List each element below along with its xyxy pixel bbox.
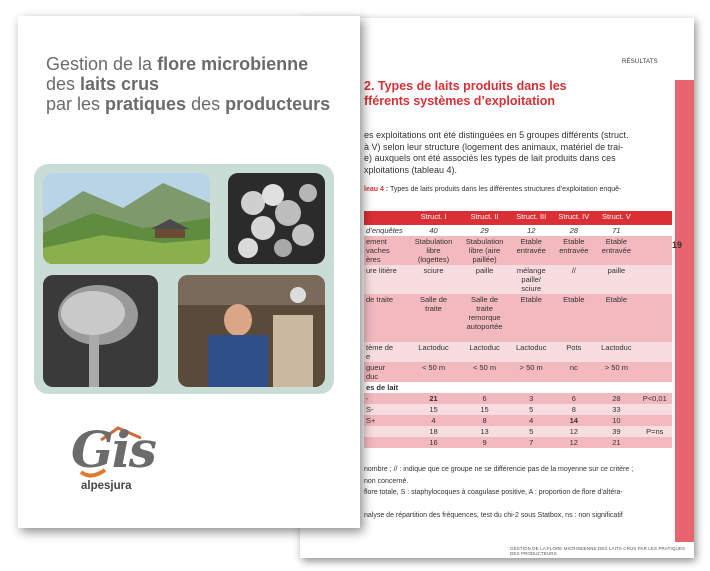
note-line: non concerné. [364,477,409,485]
table-cell [364,211,408,225]
table-row [364,225,672,236]
body-paragraph [364,130,664,176]
paragraph-line: xploitations (tableau 4). [364,164,458,175]
table-cell: 5 [510,426,552,437]
page-number: 19 [672,240,683,250]
table-cell: Salle de traite [408,294,459,342]
farmer-milking-photo [178,275,325,387]
table-cell: paille [595,265,637,294]
table-cell: S+ [364,415,408,426]
table-cell: Struct. I [408,211,459,225]
table-cell: 3 [510,393,552,404]
table-cell [638,362,672,382]
cover-title-text: Gestion de la [46,54,158,74]
table-cell: S- [364,404,408,415]
table-cell [638,342,672,362]
table-cell: Lactoduc [595,342,637,362]
cover-title-emphasis: flore microbienne [157,54,309,74]
table-cell [638,265,672,294]
table-cell: Etable entravée [510,236,552,265]
table-cell [638,437,672,448]
table-cell [638,211,672,225]
table-cell [638,225,672,236]
table-notes [364,464,684,521]
table-cell: 8 [459,415,510,426]
note-line: nalyse de répartition des fréquences, test du chi-2 sous Statbox, ns : non significatif [364,511,623,519]
cover-title-emphasis: pratiques [105,94,187,114]
table-cell: sciure [408,265,459,294]
cover-title-line [46,94,356,114]
section-heading-line: fférents systèmes d’exploitation [364,94,556,108]
table-row [364,265,672,294]
table-cell: 9 [459,437,510,448]
table-cell: Etable entravée [595,236,637,265]
table-cell: 4 [408,415,459,426]
table-cell: ure litière [364,265,408,294]
table-cell: Stabulation libre (aire paillée) [459,236,510,265]
table-cell: 71 [595,225,637,236]
paragraph-line: à V) selon leur structure (logement des animaux, matériel de trai- [364,141,624,152]
table-caption [364,186,684,193]
table-cell: 15 [459,404,510,415]
paragraph-line: es exploitations ont été distinguées en 5 groupes différents (struct. [364,130,629,140]
table-cell: Struct. III [510,211,552,225]
table-cell: ement vaches ères [364,236,408,265]
table-row [364,236,672,265]
table-cell: < 50 m [408,362,459,382]
section-heading [364,79,664,109]
table-cell: 21 [595,437,637,448]
table-cell [638,236,672,265]
table-cell: 7 [510,437,552,448]
note-line: nombre ; // : indique que ce groupe ne se différencie pas de la moyenne sur ce critère ; [364,466,634,473]
cover-title-text: par les [46,94,106,114]
alpine-pasture-farm-photo [43,173,210,264]
table-cell: - [364,393,408,404]
gis-alpesjura-logo [63,420,173,505]
table-cell: gueur duc [364,362,408,382]
table-row [364,437,672,448]
section-heading-line: 2. Types de laits produits dans les [364,79,567,93]
cover-title-emphasis: laits crus [80,74,160,94]
table-cell: > 50 m [510,362,552,382]
table-cell: 8 [552,404,595,415]
table-cell: tème de e [364,342,408,362]
table-cell: nc [552,362,595,382]
table-cell: 28 [595,393,637,404]
table-cell: 15 [408,404,459,415]
table-section-row [364,382,672,393]
table-cell: Lactoduc [408,342,459,362]
table-row [364,342,672,362]
table-caption-label: leau 4 : [364,186,389,193]
table-cell: 16 [408,437,459,448]
table-cell: 10 [595,415,637,426]
table-cell: 6 [552,393,595,404]
table-cell: 21 [408,393,459,404]
table-cell: 33 [595,404,637,415]
brochure-cover [18,16,360,528]
table-row [364,362,672,382]
bacteria-colony-micrograph [228,173,325,264]
cover-title-line [46,54,356,74]
table-cell: de traite [364,294,408,342]
table-cell [638,415,672,426]
table-cell: Etable [595,294,637,342]
table-cell: 18 [408,426,459,437]
table-cell: P=ns [638,426,672,437]
table-cell: 28 [552,225,595,236]
cover-title-text: des [46,74,81,94]
table-cell: 13 [459,426,510,437]
table-cell: 5 [510,404,552,415]
table-cell: Etable [510,294,552,342]
table-cell: 12 [510,225,552,236]
table-cell: 4 [510,415,552,426]
table-cell: Pots [552,342,595,362]
note-line [364,499,684,510]
cover-title [46,54,356,114]
note-line: flore totale, S : staphylocoques à coagulase positive, A : proportion de flore d’altéra- [364,489,623,496]
cover-title-emphasis: producteurs [225,94,331,114]
table-cell: // [552,265,595,294]
table-cell: > 50 m [595,362,637,382]
table-row [364,415,672,426]
table-row [364,393,672,404]
table-cell: paille [459,265,510,294]
table-cell: Struct. IV [552,211,595,225]
mold-spore-micrograph [43,275,158,387]
table-cell: 12 [552,437,595,448]
table-cell: Lactoduc [459,342,510,362]
table-cell: Struct. II [459,211,510,225]
table-cell: Etable entravée [552,236,595,265]
table-cell [364,437,408,448]
table-cell: es de lait [364,382,672,393]
table-cell: Struct. V [595,211,637,225]
table-cell: mélange paille/ sciure [510,265,552,294]
table-cell: 40 [408,225,459,236]
running-header: RÉSULTATS [622,59,658,65]
table-row [364,404,672,415]
table-cell: < 50 m [459,362,510,382]
table-header-row [364,211,672,225]
table-cell: 12 [552,426,595,437]
table-cell: 29 [459,225,510,236]
table-cell: d’enquêtes [364,225,408,236]
table-cell [364,426,408,437]
table-caption-text: Types de laits produits dans les différentes structures d’exploitation enquê- [388,186,622,193]
table-cell: Salle de traite remorque autoportée [459,294,510,342]
table-cell: Etable [552,294,595,342]
table-cell: Stabulation libre (logettes) [408,236,459,265]
cover-title-line [46,74,356,94]
page-footer: GESTION DE LA FLORE MICROBIENNE DES LAITS CRUS PAR LES PRATIQUES DES PRODUCTEURS [510,546,686,556]
cover-title-text: des [186,94,226,114]
table-cell: 14 [552,415,595,426]
table-row [364,426,672,437]
table-cell [638,404,672,415]
table-cell: P<0,01 [638,393,672,404]
table-cell: 39 [595,426,637,437]
table-row [364,294,672,342]
table-cell: Lactoduc [510,342,552,362]
table-cell [638,294,672,342]
logo-wordmark: Gis [71,420,155,479]
logo-subtitle: alpesjura [81,480,132,492]
table-cell: 6 [459,393,510,404]
farm-structure-table [364,211,672,448]
paragraph-line: e) auxquels ont été associés les types de lait produits dans ces [364,153,616,163]
